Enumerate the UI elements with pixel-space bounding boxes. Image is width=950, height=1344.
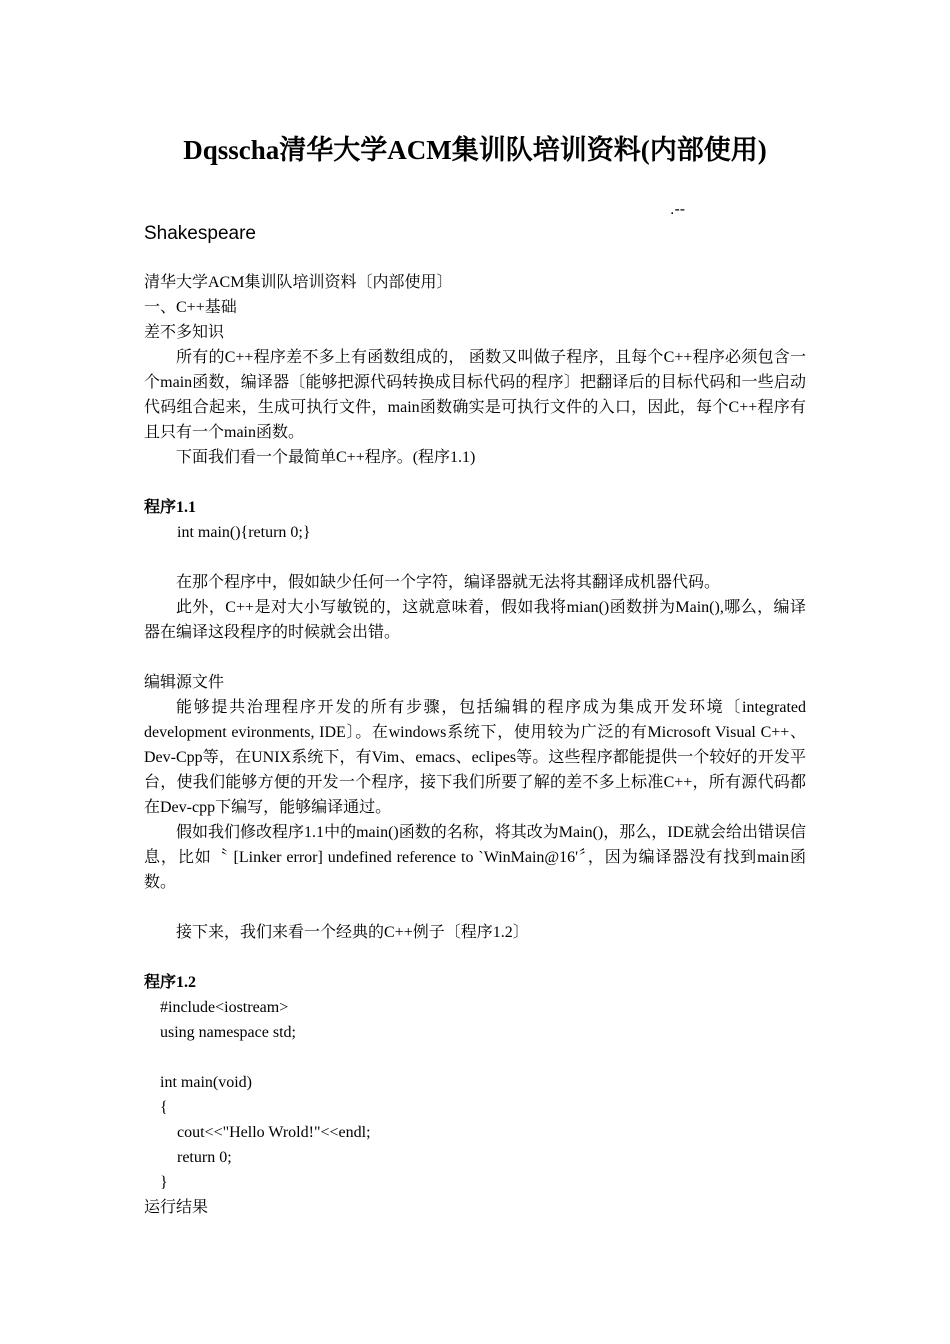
code-line: { (160, 1099, 168, 1116)
paragraph: 能够提共治理程序开发的所有步骤，包括编辑的程序成为集成开发环境〔integrated development evironments, IDE〕。在windows系统下，使用较为广泛的有Microsoft Visual C++、Dev-Cpp等，在UNIX系统下，有Vim、emacs、eclipes等。这些程序都能提供一个较好的开发平台，使我们能够方便的开发一个程序，接下我们所要了解的差不多上标准C++，所有源代码都在Dev-cpp下编写，能够编译通过。 (144, 699, 806, 816)
code-line: cout<<"Hello Wrold!"<<endl; (177, 1124, 371, 1141)
document-title: Dqsscha清华大学ACM集训队培训资料(内部使用) (183, 135, 767, 165)
spacer (144, 545, 806, 570)
program-label: 程序1.1 (144, 499, 197, 516)
spacer (144, 470, 806, 495)
section-heading: 一、C++基础 (144, 299, 237, 316)
program-label: 程序1.2 (144, 974, 197, 991)
subtitle: 清华大学ACM集训队培训资料〔内部使用〕 (144, 274, 453, 291)
code-line: using namespace std; (160, 1024, 296, 1041)
paragraph: 在那个程序中，假如缺少任何一个字符，编译器就无法将其翻译成机器代码。 (176, 574, 721, 591)
code-line: int main(void) (160, 1074, 252, 1091)
code-line: #include<iostream> (160, 999, 289, 1016)
paragraph: 下面我们看一个最简单C++程序。(程序1.1) (176, 449, 476, 466)
code-line: int main(){return 0;} (177, 524, 311, 541)
document-body (144, 270, 806, 1220)
spacer (144, 645, 806, 670)
subsection-heading: 编辑源文件 (144, 674, 225, 691)
subsection-heading: 差不多知识 (144, 324, 225, 341)
code-line: } (160, 1174, 168, 1191)
paragraph: 假如我们修改程序1.1中的main()函数的名称，将其改为Main()，那么，IDE就会给出错误信息，比如〝 [Linker error] undefined reference to `WinMain@16'〞，因为编译器没有找到main函数。 (144, 824, 806, 891)
paragraph: 接下来，我们来看一个经典的C++例子〔程序1.2〕 (176, 924, 529, 941)
paragraph: 所有的C++程序差不多上有函数组成的， 函数又叫做子程序，且每个C++程序必须包含一个main函数，编译器〔能够把源代码转换成目标代码的程序〕把翻译后的目标代码和一些启动代码组合起来，生成可执行文件，main函数确实是可执行文件的入口，因此，每个C++程序有且只有一个main函数。 (144, 349, 806, 441)
paragraph: 此外，C++是对大小写敏锐的，这就意味着，假如我将mian()函数拼为Main(),哪么，编译器在编译这段程序的时候就会出错。 (144, 599, 806, 641)
attribution-author: Shakespeare (144, 223, 256, 244)
code-line: return 0; (177, 1149, 232, 1166)
spacer (144, 895, 806, 920)
attribution-dash: .-- (670, 201, 686, 218)
result-heading: 运行结果 (144, 1199, 209, 1216)
spacer (144, 1045, 806, 1070)
spacer (144, 945, 806, 970)
